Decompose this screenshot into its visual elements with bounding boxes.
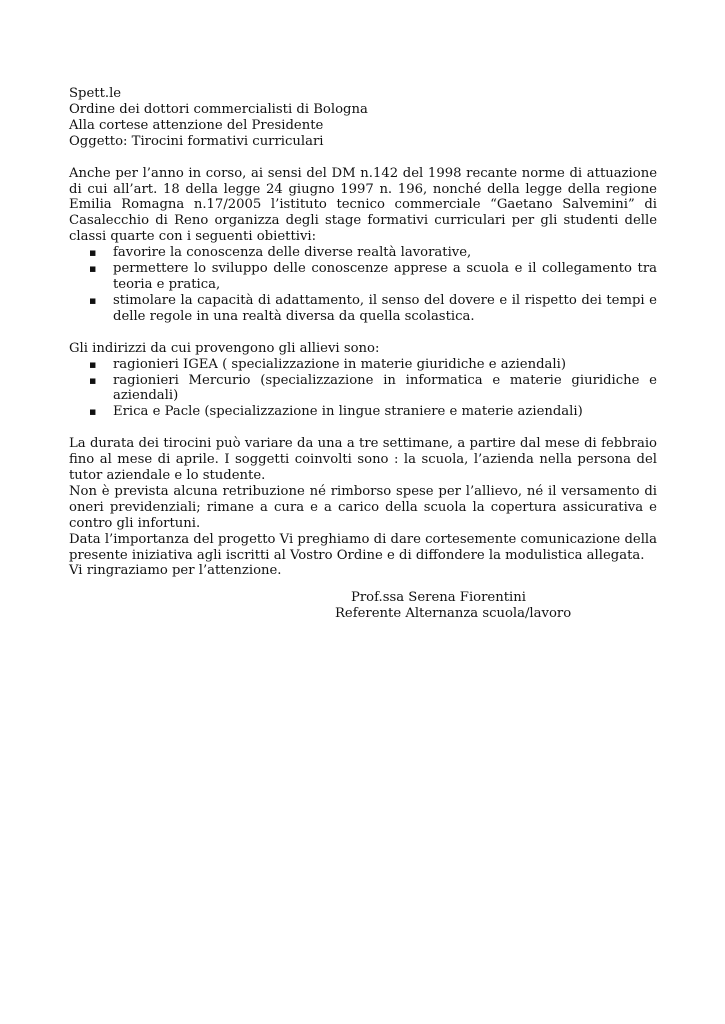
spacer [69, 420, 657, 436]
list-item: ▪ ragionieri Mercurio (specializzazione in informatica e materie giuridiche e aziendali) [69, 373, 657, 405]
list-item: ▪ favorire la conoscenza delle diverse realtà lavorative, [69, 245, 657, 261]
signatory-role: Referente Alternanza scuola/lavoro [335, 605, 572, 621]
spacer [69, 325, 657, 341]
objectives-list [69, 245, 657, 325]
signatory-name: Prof.ssa Serena Fiorentini [351, 590, 526, 605]
signature-block [335, 590, 635, 622]
list-item: ▪ ragionieri IGEA ( specializzazione in materie giuridiche e aziendali) [69, 357, 657, 373]
compensation-paragraph: Non è prevista alcuna retribuzione né rimborso spese per l’allievo, né il versamento di oneri previdenziali; rimane a cura e a carico della scuola la copertura assicurativa e contro gli infortuni. [69, 483, 657, 531]
list-item: ▪ permettere lo sviluppo delle conoscenze apprese a scuola e il collegamento tra teoria e pratica, [69, 261, 657, 293]
intro-paragraph: Anche per l’anno in corso, ai sensi del DM n.142 del 1998 recante norme di attuazione di cui all’art. 18 della legge 24 giugno 1997 n. 196, nonché della legge della regione Emilia Romagna n.17/2005 l’istituto tecnico commerciale “Gaetano Salvemini” di Casalecchio di Reno organizza degli stage formativi curriculari per gli studenti delle classi quarte con i seguenti obiettivi: [69, 165, 657, 245]
list-item: ▪ stimolare la capacità di adattamento, il senso del dovere e il rispetto dei tempi e delle regole in una realtà diversa da quella scolastica. [69, 293, 657, 325]
attention-line: Alla cortese attenzione del Presidente [69, 117, 324, 133]
letter-body [69, 86, 657, 579]
addresses-list [69, 357, 657, 421]
list-item: ▪ Erica e Pacle (specializzazione in lingue straniere e materie aziendali) [69, 404, 657, 420]
request-paragraph: Data l’importanza del progetto Vi preghiamo di dare cortesemente comunicazione della presente iniziativa agli iscritti al Vostro Ordine e di diffondere la modulistica allegata. [69, 531, 657, 563]
addresses-intro: Gli indirizzi da cui provengono gli allievi sono: [69, 340, 380, 356]
thanks-paragraph: Vi ringraziamo per l’attenzione. [69, 563, 282, 579]
recipient: Ordine dei dottori commercialisti di Bologna [69, 101, 368, 117]
subject-line: Oggetto: Tirocini formativi curriculari [69, 133, 324, 149]
salutation: Spett.le [69, 86, 122, 101]
duration-paragraph: La durata dei tirocini può variare da una a tre settimane, a partire dal mese di febbraio fino al mese di aprile. I soggetti coinvolti sono : la scuola, l’azienda nella persona del tutor aziendale e lo studente. [69, 436, 657, 484]
spacer [69, 150, 657, 166]
